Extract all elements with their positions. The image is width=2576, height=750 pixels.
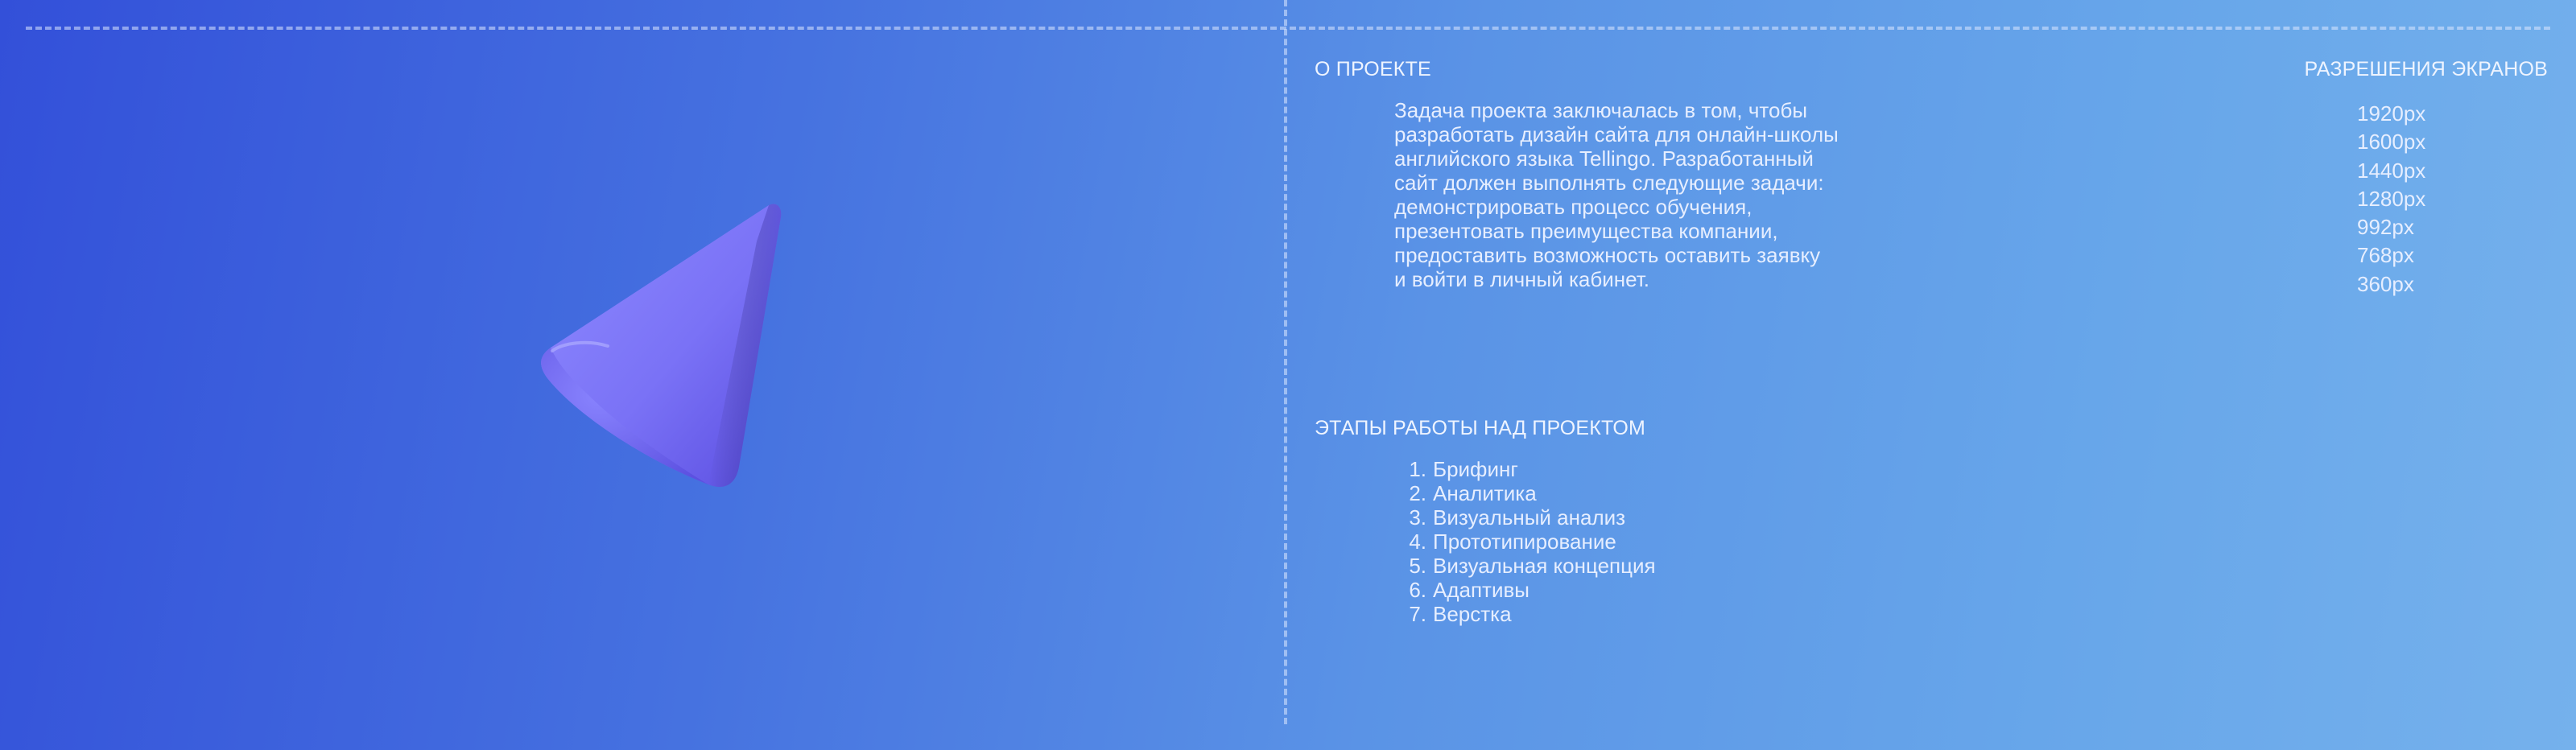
about-line: и войти в личный кабинет. (1394, 267, 1650, 291)
about-description (1394, 98, 1974, 291)
stages-section-title: ЭТАПЫ РАБОТЫ НАД ПРОЕКТОМ (1315, 417, 1646, 439)
stage-label: Аналитика (1433, 481, 1537, 505)
about-line: Задача проекта заключалась в том, чтобы (1394, 98, 1808, 122)
stage-label: Визуальный анализ (1433, 505, 1626, 530)
stage-number: 2. (1409, 481, 1426, 505)
stage-item (1394, 481, 1656, 505)
stage-number: 3. (1409, 505, 1426, 530)
resolutions-section-title: РАЗРЕШЕНИЯ ЭКРАНОВ (2304, 58, 2548, 80)
stage-item (1394, 554, 1656, 578)
resolution-item: 1440px (2357, 158, 2426, 183)
stage-number: 7. (1409, 602, 1426, 626)
stage-item (1394, 578, 1656, 602)
about-section-title: О ПРОЕКТЕ (1315, 58, 1431, 80)
about-line: английского языка Tellingo. Разработанный (1394, 146, 1814, 171)
stage-number: 1. (1409, 457, 1426, 481)
resolution-item: 1280px (2357, 186, 2426, 211)
about-line: демонстрировать процесс обучения, (1394, 195, 1752, 219)
stage-number: 6. (1409, 578, 1426, 602)
stage-item (1394, 530, 1656, 554)
about-line: презентовать преимущества компании, (1394, 219, 1778, 243)
stage-item (1394, 457, 1656, 481)
resolution-item: 992px (2357, 215, 2414, 240)
stage-item (1394, 505, 1656, 530)
stage-number: 4. (1409, 530, 1426, 554)
top-dashed-divider (26, 27, 2550, 30)
stage-label: Визуальная концепция (1433, 554, 1656, 578)
stage-label: Прототипирование (1433, 530, 1616, 554)
resolution-item: 1920px (2357, 101, 2426, 126)
about-line: сайт должен выполнять следующие задачи: (1394, 171, 1824, 195)
stage-label: Верстка (1433, 602, 1512, 626)
resolutions-list (2357, 100, 2425, 299)
stage-item (1394, 602, 1656, 626)
about-line: разработать дизайн сайта для онлайн-школы (1394, 122, 1839, 146)
about-line: предоставить возможность оставить заявку (1394, 243, 1821, 267)
stage-label: Брифинг (1433, 457, 1518, 481)
resolution-item: 1600px (2357, 130, 2426, 155)
stage-label: Адаптивы (1433, 578, 1530, 602)
vertical-dashed-divider (1284, 0, 1287, 724)
cone-icon (531, 193, 797, 499)
resolution-item: 768px (2357, 243, 2414, 268)
stages-list (1394, 457, 1656, 626)
resolution-item: 360px (2357, 271, 2414, 296)
stage-number: 5. (1409, 554, 1426, 578)
